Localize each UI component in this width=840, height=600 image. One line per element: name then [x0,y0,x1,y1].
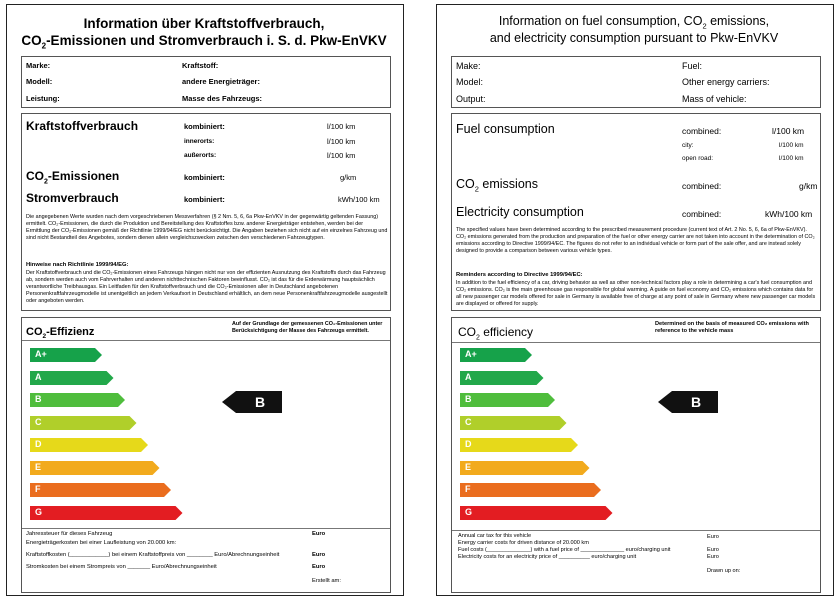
class-arrow-icon [460,416,567,430]
class-label: F [465,484,471,494]
fuel-costs-label: Kraftstoffkosten (____________) bei einem Kraftstoffpreis von ________ Euro/Abrechnungseinheit [26,552,280,558]
class-label: C [35,416,42,427]
energy-costs-label: Energy carrier costs for driven distance of 20.000 km [458,540,589,546]
annual-tax-label: Jahressteuer für dieses Fahrzeug [26,531,113,537]
efficiency-class-b [30,393,125,407]
rating-arrow-shape [658,391,718,413]
rating-arrow-shape [222,391,282,413]
annual-tax-euro: Euro [312,531,326,537]
class-label: F [35,484,41,494]
class-arrow-shape [460,506,613,520]
efficiency-note: Determined on the basis of measured CO₂ emissions with reference to the vehicle mass [655,321,809,335]
drawn-up-label: Erstellt am: [312,578,341,584]
class-arrow-icon [30,438,148,452]
class-label: G [35,506,43,517]
efficiency-co2-sub: 2 [476,334,480,342]
co2-heading [26,170,119,186]
class-arrow-icon [30,371,114,385]
efficiency-rating-indicator [658,391,718,413]
fuel-consumption-heading: Fuel consumption [456,122,555,136]
efficiency-class-f [30,483,171,497]
label-german [6,4,404,596]
efficiency-class-e [460,461,590,475]
directive-heading: Hinweise nach Richtlinie 1999/94/EG: [26,262,129,268]
class-arrow-icon [460,371,544,385]
energy-costs-label: Energieträgerkosten bei einer Laufleistung von 20.000 km: [26,540,177,546]
fuel-label: Fuel: [682,61,703,71]
efficiency-class-g [30,506,183,520]
efficiency-heading [458,326,533,342]
drawn-up-label: Drawn up on: [707,568,741,574]
class-label: G [465,506,473,517]
title-line-2 [7,34,401,51]
co2-text: CO [26,169,44,183]
efficiency-divider [452,342,820,343]
fuel-costs-euro: Euro [312,552,326,558]
unit-l100-open-road: l/100 km [327,151,356,160]
vehicle-data-box [451,56,821,108]
class-label: D [465,439,472,449]
efficiency-class-b [460,393,555,407]
efficiency-class-a-plus [460,348,532,362]
class-arrow-shape [460,483,601,497]
electricity-combined-label: combined: [682,209,722,219]
co2-combined-label: kombiniert: [184,173,225,182]
efficiency-class-f [460,483,601,497]
open-road-label: außerorts: [184,152,217,159]
class-arrow-icon [30,393,125,407]
class-arrow-icon [460,483,601,497]
consumption-box [451,113,821,311]
efficiency-rating-indicator [222,391,282,413]
efficiency-class-e [30,461,160,475]
combined-label: combined: [682,126,722,136]
class-arrow-icon [460,506,613,520]
co2-heading [456,178,538,194]
unit-l100-open-road: l/100 km [779,155,804,162]
rating-arrow-icon [658,391,718,413]
directive-heading: Reminders according to Directive 1999/94/EC: [456,272,583,278]
output-label: Leistung: [26,94,60,103]
class-arrow-shape [460,371,544,385]
class-arrow-shape [460,461,590,475]
city-label: city: [682,142,694,149]
make-label: Make: [456,61,481,71]
efficiency-class-a [30,371,114,385]
title-line-2: and electricity consumption pursuant to Pkw-EnVKV [489,31,779,45]
combined-label: kombiniert: [184,122,225,131]
title-co2-sub: 2 [702,21,707,31]
efficiency-rest: -Effizienz [46,326,95,338]
title-text: Information on fuel consumption, CO [498,14,703,28]
efficiency-co2: CO [26,326,43,338]
class-label: D [35,439,42,449]
class-arrow-shape [460,393,555,407]
rating-letter: B [255,394,266,410]
co2-sub: 2 [474,184,479,194]
efficiency-class-d [460,438,578,452]
title-rest: emissions, [706,14,770,28]
class-arrow-shape [30,506,183,520]
unit-gkm: g/km [799,181,818,191]
electricity-heading: Stromverbrauch [26,191,119,205]
other-carriers-label: andere Energieträger: [182,77,260,86]
electricity-costs-label: Stromkosten bei einem Strompreis von _______ Euro/Abrechnungseinheit [26,564,217,570]
class-label: C [465,416,472,427]
efficiency-note: Auf der Grundlage der gemessenen CO₂-Emissionen unter Berücksichtigung der Masse des Fahrzeugs ermittelt. [232,321,383,334]
efficiency-class-c [460,416,567,430]
rating-letter: B [691,394,702,410]
fuel-label: Kraftstoff: [182,61,219,70]
class-arrow-icon [30,506,183,520]
co2-sub: 2 [44,178,48,186]
measurement-note: Die angegebenen Werte wurden nach dem vorgeschriebenen Messverfahren (§ 2 Nrn. 5, 6, 6a Pkw-EnVKV in der gegenwärtig geltenden Fassung) ermittelt. CO₂-Emissionen, die durch die Produktion und Bereitstellung des Kraftstoffes bzw. anderer Energieträger entstehen, werden bei der Ermittlung der CO₂-Emissionen gemäß der Richtlinie 1999/94/EG nicht berücksichtigt. Die Angaben beziehen sich nicht auf ein einzelnes Fahrzeug und sind nicht Bestandteil des Angebotes, sondern dienen allein vergleichszwecken zwischen den verschiedenen Fahrzeugtypen. [26,214,388,242]
city-label: innerorts: [184,138,215,145]
efficiency-box [451,317,821,593]
electricity-combined-label: kombiniert: [184,195,225,204]
unit-l100-city: l/100 km [779,142,804,149]
class-arrow-icon [30,416,137,430]
class-label: B [35,394,42,404]
class-arrow-shape [30,461,160,475]
rating-arrow-icon [222,391,282,413]
costs-divider [452,530,820,531]
electricity-costs-euro: Euro [312,564,326,570]
efficiency-divider [22,340,390,341]
class-label: A+ [465,349,477,359]
class-arrow-icon [460,393,555,407]
title-rest: -Emissionen und Stromverbrauch i. S. d. Pkw-EnVKV [46,33,387,48]
class-arrow-shape [460,438,578,452]
class-label: E [465,461,472,472]
consumption-box [21,113,391,311]
class-arrow-shape [30,371,114,385]
efficiency-rest: efficiency [479,325,534,339]
title-co2-sub: 2 [41,41,47,51]
unit-l100-city: l/100 km [327,137,356,146]
electricity-costs-euro: Euro [707,554,719,560]
class-label: A+ [35,349,47,359]
class-arrow-shape [30,438,148,452]
efficiency-class-d [30,438,148,452]
class-arrow-shape [30,416,137,430]
mass-label: Mass of vehicle: [682,94,747,104]
other-carriers-label: Other energy carriers: [682,77,770,87]
fuel-consumption-heading: Kraftstoffverbrauch [26,119,139,133]
electricity-heading: Electricity consumption [456,205,584,219]
annual-tax-euro: Euro [707,534,719,540]
class-arrow-shape [30,393,125,407]
efficiency-class-c [30,416,137,430]
efficiency-box [21,317,391,593]
model-label: Model: [456,77,484,87]
unit-l100-combined: l/100 km [772,126,805,136]
costs-divider [22,528,390,529]
model-label: Modell: [26,77,53,86]
efficiency-class-a-plus [30,348,102,362]
co2-combined-label: combined: [682,181,722,191]
efficiency-heading [26,326,94,340]
title-co2: CO [21,33,42,48]
title-line-1: Information über Kraftstoffverbrauch, [83,16,325,31]
open-road-label: open road: [682,155,714,162]
unit-kwh: kWh/100 km [765,209,813,219]
class-label: E [35,461,42,472]
unit-l100-combined: l/100 km [327,122,356,131]
class-label: A [35,371,42,382]
fuel-costs-label: Fuel costs (______________) with a fuel price of ______________ euro/charging unit [458,547,671,553]
class-label: B [465,394,472,404]
class-arrow-icon [30,483,171,497]
label-english [436,4,834,596]
efficiency-class-a [460,371,544,385]
efficiency-class-g [460,506,613,520]
co2-rest: emissions [478,177,538,191]
unit-kwh: kWh/100 km [338,195,380,204]
class-arrow-icon [460,438,578,452]
efficiency-co2: CO [458,325,476,339]
class-arrow-shape [30,483,171,497]
directive-text: In addition to the fuel efficiency of a car, driving behavior as well as other non-technical factors play a role in determining a car's fuel consumption and CO₂ emissions. CO₂ is the main greenhouse gas responsible for global warming. A guide on fuel economy and CO₂ emissions which contains data for all new passenger car models offered for sale in Germany is available free of charge at any point of sale in Germany where new passenger car models are displayed or offered for supply. [456,280,816,308]
co2-rest: -Emissionen [47,169,120,183]
electricity-costs-label: Electricity costs for an electricity price of __________ euro/charging unit [458,554,637,560]
co2-text: CO [456,177,475,191]
make-label: Marke: [26,61,51,70]
fuel-costs-euro: Euro [707,547,719,553]
unit-gkm: g/km [340,173,357,182]
mass-label: Masse des Fahrzeugs: [182,94,263,103]
annual-tax-label: Annual car tax for this vehicle [458,533,532,539]
efficiency-co2-sub: 2 [42,333,47,341]
class-arrow-shape [460,416,567,430]
output-label: Output: [456,94,486,104]
class-arrow-icon [30,461,160,475]
class-label: A [465,371,472,382]
directive-text: Der Kraftstoffverbrauch und die CO₂-Emissionen eines Fahrzeugs hängen nicht nur von der effizienten Ausnutzung des Kraftstoffs durch das Fahrzeug ab, sondern werden auch vom Fahrverhalten und anderen nichttechnischen Faktoren beeinflusst. CO₂ ist das für die Erderwärmung hauptsächlich verantwortliche Treibhausgas. Ein Leitfaden für den Kraftstoffverbrauch und die CO₂-Emissionen aller in Deutschland angebotenen Personenkraftfahrzeugmodelle ist unentgeltlich an jedem Verkaufsort in Deutschland erhältlich, an dem neue Personenkraftfahrzeugmodelle ausgestellt oder angeboten werden. [26,270,388,305]
class-arrow-icon [460,461,590,475]
title-line-1 [437,15,831,31]
measurement-note: The specified values have been determined according to the prescribed measurement procedure (current text of Art. 2 No. 5, 6, 6a of Pkw-EnVKV). CO₂ emissions generated from the production and preparation of the fuel or other energy carrier are not taken into account in the determination of CO₂ emissions according to Directive 1999/94/EC. The figures do not refer to an individual vehicle or form part of the sale offer, and are instead solely designed to provide a comparison between various vehicle types. [456,227,815,255]
vehicle-data-box [21,56,391,108]
